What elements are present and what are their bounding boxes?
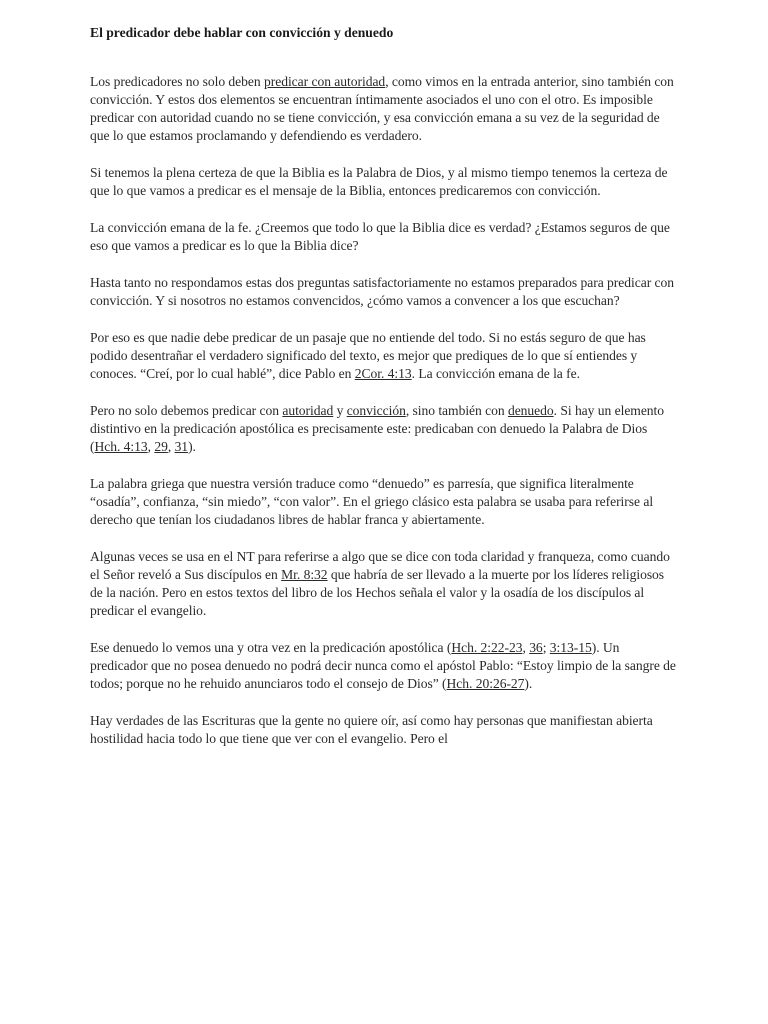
- text-link[interactable]: 36: [529, 640, 543, 655]
- text-link[interactable]: convicción: [346, 403, 406, 418]
- paragraph-text: . Si hay un elemento distintivo en la predicación apostólica es precisamente este: predicaban con denuedo la Palabra de Dios (: [90, 403, 665, 454]
- paragraph-text: Ese denuedo lo vemos una y otra vez en la predicación apostólica (: [90, 640, 452, 655]
- document-page: [90, 24, 680, 767]
- text-link[interactable]: autoridad: [282, 403, 334, 418]
- paragraph-text: ,: [147, 439, 155, 454]
- text-link[interactable]: Hch. 4:13: [94, 439, 148, 454]
- paragraph: [90, 639, 680, 693]
- paragraph-text: La convicción emana de la fe. ¿Creemos que todo lo que la Biblia dice es verdad? ¿Estamos seguros de que eso que vamos a predicar es lo que la Biblia dice?: [90, 220, 670, 253]
- text-link[interactable]: 2Cor. 4:13: [354, 366, 412, 381]
- paragraph-text: Hay verdades de las Escrituras que la gente no quiere oír, así como hay personas que manifiestan abierta hostilidad hacia todo lo que tiene que ver con el evangelio. Pero el: [90, 713, 653, 746]
- paragraph-text: Los predicadores no solo deben: [90, 74, 264, 89]
- paragraph-text: ).: [188, 439, 196, 454]
- paragraph: [90, 164, 680, 200]
- text-link[interactable]: Mr. 8:32: [281, 567, 328, 582]
- paragraph-text: ,: [522, 640, 530, 655]
- paragraph-text: , sino también con: [405, 403, 508, 418]
- paragraph-text: . La convicción emana de la fe.: [411, 366, 580, 381]
- text-link[interactable]: 3:13-15: [549, 640, 592, 655]
- paragraph-text: que habría de ser llevado a la muerte por los líderes religiosos de la nación. Pero en estos textos del libro de los Hechos señala el valor y la osadía de los discípulos al predicar el evangelio.: [90, 567, 665, 618]
- paragraph-text: ).: [524, 676, 533, 691]
- text-link[interactable]: predicar con autoridad: [264, 74, 386, 89]
- paragraph: [90, 274, 680, 310]
- paragraph: [90, 329, 680, 383]
- paragraph-text: ). Un predicador que no posea denuedo no podrá decir nunca como el apóstol Pablo: “Estoy limpio de la sangre de todos; porque no he rehuido anunciaros todo el consejo de Dios” (: [90, 640, 676, 691]
- paragraph-text: Hasta tanto no respondamos estas dos preguntas satisfactoriamente no estamos preparados para predicar con convicción. Y si nosotros no estamos convencidos, ¿cómo vamos a convencer a los que escuchan?: [90, 275, 674, 308]
- text-link[interactable]: 31: [174, 439, 189, 454]
- paragraph-text: y: [333, 403, 347, 418]
- paragraph: [90, 475, 680, 529]
- text-link[interactable]: 29: [154, 439, 168, 454]
- document-body: [90, 73, 680, 748]
- paragraph-text: ,: [167, 439, 175, 454]
- paragraph-text: La palabra griega que nuestra versión traduce como “denuedo” es parresía, que significa literalmente “osadía”, confianza, “sin miedo”, “con valor”. En el griego clásico esta palabra se usaba para referirse al derecho que tenían los ciudadanos libres de hablar franca y abiertamente.: [90, 476, 654, 527]
- text-link[interactable]: Hch. 2:22-23: [451, 640, 523, 655]
- paragraph-text: Pero no solo debemos predicar con: [90, 403, 283, 418]
- paragraph-text: Algunas veces se usa en el NT para referirse a algo que se dice con toda claridad y franqueza, como cuando el Señor reveló a Sus discípulos en: [90, 549, 670, 582]
- paragraph: [90, 402, 680, 456]
- document-title: El predicador debe hablar con convicción y denuedo: [90, 25, 394, 40]
- paragraph: [90, 219, 680, 255]
- paragraph: [90, 712, 680, 748]
- paragraph: [90, 548, 680, 620]
- paragraph-text: ;: [542, 640, 550, 655]
- paragraph-text: Por eso es que nadie debe predicar de un pasaje que no entiende del todo. Si no estás seguro de que has podido desentrañar el verdadero significado del texto, es mejor que prediques de lo que sí entiendes y conoces. “Creí, por lo cual hablé”, dice Pablo en: [90, 330, 646, 381]
- text-link[interactable]: Hch. 20:26-27: [446, 676, 525, 691]
- paragraph-text: , como vimos en la entrada anterior, sino también con convicción. Y estos dos elementos se encuentran íntimamente asociados el uno con el otro. Es imposible predicar con autoridad cuando no se tiene convicción, y esa convicción emana a su vez de la seguridad de que lo que estamos proclamando y defendiendo es verdadero.: [90, 74, 674, 143]
- paragraph-text: Si tenemos la plena certeza de que la Biblia es la Palabra de Dios, y al mismo tiempo tenemos la certeza de que lo que vamos a predicar es el mensaje de la Biblia, entonces predicaremos con convicción.: [90, 165, 668, 198]
- text-link[interactable]: denuedo: [507, 403, 554, 418]
- paragraph: [90, 73, 680, 145]
